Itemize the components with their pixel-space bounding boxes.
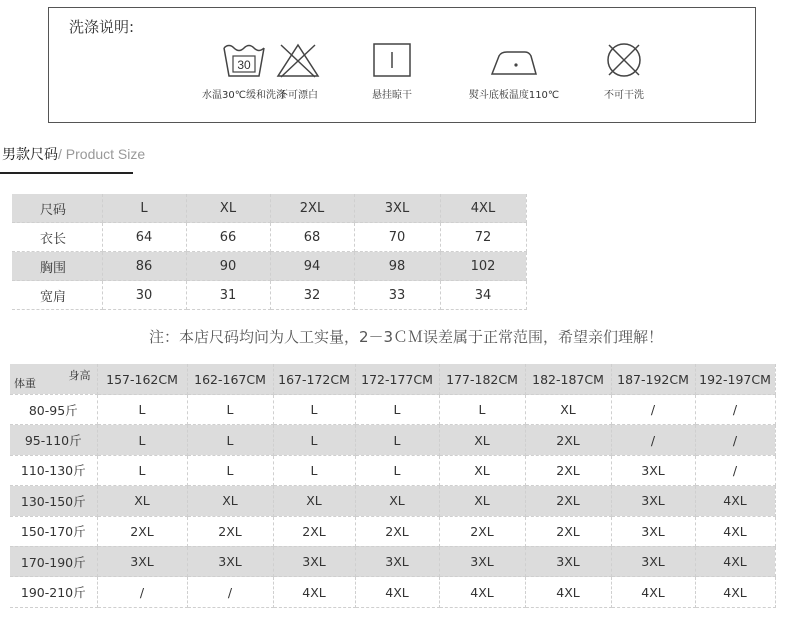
size-recommendation-cell: 3XL xyxy=(97,546,187,576)
size-recommendation-cell: 4XL xyxy=(695,486,775,516)
iron-low-icon xyxy=(489,42,539,78)
size-cell: 胸围 xyxy=(12,252,102,281)
size-cell: 32 xyxy=(270,281,354,310)
size-header-cell: 3XL xyxy=(354,194,440,223)
size-recommendation-cell: 3XL xyxy=(439,546,525,576)
size-recommendation-cell: / xyxy=(695,395,775,425)
size-recommendation-cell: XL xyxy=(439,455,525,485)
size-table-header-row xyxy=(12,194,526,223)
size-header-cell: 2XL xyxy=(270,194,354,223)
size-recommendation-cell: L xyxy=(355,395,439,425)
size-recommendation-cell: XL xyxy=(355,486,439,516)
hang-dry-icon xyxy=(369,42,415,78)
size-recommendation-cell: L xyxy=(187,395,273,425)
size-recommendation-cell: 3XL xyxy=(355,546,439,576)
size-recommendation-cell: XL xyxy=(439,486,525,516)
weight-cell: 190-210斤 xyxy=(10,577,97,607)
size-recommendation-cell: L xyxy=(439,395,525,425)
height-header: 177-182CM xyxy=(439,364,525,395)
weight-cell: 170-190斤 xyxy=(10,546,97,576)
size-recommendation-cell: 2XL xyxy=(525,425,611,455)
size-cell: 66 xyxy=(186,223,270,252)
size-table-row xyxy=(12,252,526,281)
size-table xyxy=(12,194,527,310)
size-cell: 68 xyxy=(270,223,354,252)
size-recommendation-cell: 2XL xyxy=(355,516,439,546)
size-cell: 90 xyxy=(186,252,270,281)
size-header-cell: XL xyxy=(186,194,270,223)
care-label-no-bleach: 不可漂白 xyxy=(278,90,318,101)
care-label-hang-dry: 悬挂晾干 xyxy=(372,90,412,101)
size-recommendation-cell: / xyxy=(611,395,695,425)
section-underline xyxy=(0,172,133,174)
size-recommendation-cell: / xyxy=(187,577,273,607)
size-recommendation-cell: L xyxy=(97,395,187,425)
height-header: 172-177CM xyxy=(355,364,439,395)
size-recommendation-cell: 4XL xyxy=(525,577,611,607)
rec-table-row xyxy=(10,577,775,607)
size-recommendation-cell: 4XL xyxy=(695,546,775,576)
size-recommendation-cell: / xyxy=(97,577,187,607)
rec-header-row xyxy=(10,364,775,395)
corner-height-label: 身高 xyxy=(68,369,91,382)
size-header-cell: L xyxy=(102,194,186,223)
size-recommendation-cell: 4XL xyxy=(439,577,525,607)
rec-table-row xyxy=(10,455,775,485)
size-recommendation-cell: L xyxy=(97,455,187,485)
section-title-cn: 男款尺码 xyxy=(2,147,58,163)
size-recommendation-cell: / xyxy=(695,455,775,485)
size-recommendation-cell: 3XL xyxy=(611,455,695,485)
rec-table-row xyxy=(10,425,775,455)
size-recommendation-cell: 4XL xyxy=(355,577,439,607)
no-bleach-icon xyxy=(275,42,321,78)
size-recommendation-cell: 3XL xyxy=(187,546,273,576)
size-cell: 64 xyxy=(102,223,186,252)
rec-corner-cell xyxy=(10,364,97,395)
size-recommendation-cell: 2XL xyxy=(97,516,187,546)
height-header: 182-187CM xyxy=(525,364,611,395)
size-recommendation-cell: 4XL xyxy=(695,577,775,607)
size-recommendation-cell: 3XL xyxy=(273,546,355,576)
size-recommendation-cell: 2XL xyxy=(273,516,355,546)
size-cell: 34 xyxy=(440,281,526,310)
size-recommendation-cell: 3XL xyxy=(611,516,695,546)
size-cell: 30 xyxy=(102,281,186,310)
size-recommendation-cell: L xyxy=(97,425,187,455)
size-recommendation-cell: / xyxy=(695,425,775,455)
weight-cell: 130-150斤 xyxy=(10,486,97,516)
rec-table-row xyxy=(10,546,775,576)
size-cell: 70 xyxy=(354,223,440,252)
size-recommendation-cell: 4XL xyxy=(695,516,775,546)
care-label-no-dry-clean: 不可干洗 xyxy=(604,90,644,101)
section-title-en: / Product Size xyxy=(58,146,146,162)
height-header: 167-172CM xyxy=(273,364,355,395)
rec-table-row xyxy=(10,395,775,425)
care-item-hang-dry xyxy=(327,42,457,101)
section-title xyxy=(2,144,145,164)
rec-table-row xyxy=(10,486,775,516)
size-recommendation-cell: L xyxy=(273,395,355,425)
size-cell: 33 xyxy=(354,281,440,310)
care-label-iron: 熨斗底板温度110℃ xyxy=(468,90,560,101)
weight-cell: 150-170斤 xyxy=(10,516,97,546)
corner-weight-label: 体重 xyxy=(14,377,36,390)
size-recommendation-cell: XL xyxy=(97,486,187,516)
size-cell: 衣长 xyxy=(12,223,102,252)
size-recommendation-cell: XL xyxy=(525,395,611,425)
size-recommendation-cell: 4XL xyxy=(611,577,695,607)
size-recommendation-cell: XL xyxy=(187,486,273,516)
size-recommendation-cell: L xyxy=(187,425,273,455)
size-recommendation-cell: 2XL xyxy=(525,455,611,485)
size-recommendation-cell: 3XL xyxy=(525,546,611,576)
height-header: 157-162CM xyxy=(97,364,187,395)
size-recommendation-cell: L xyxy=(355,455,439,485)
size-recommendation-cell: / xyxy=(611,425,695,455)
size-recommendation-cell: 2XL xyxy=(439,516,525,546)
size-cell: 72 xyxy=(440,223,526,252)
care-label-wash: 水温30℃缓和洗涤 xyxy=(202,90,286,101)
weight-cell: 95-110斤 xyxy=(10,425,97,455)
rec-table-body xyxy=(10,395,775,608)
size-table-row xyxy=(12,281,526,310)
size-cell: 102 xyxy=(440,252,526,281)
rec-table-row xyxy=(10,516,775,546)
wash-temp-number: 30 xyxy=(237,58,251,72)
size-recommendation-cell: L xyxy=(355,425,439,455)
size-recommendation-cell: 3XL xyxy=(611,486,695,516)
size-recommendation-cell: 2XL xyxy=(525,516,611,546)
height-header: 187-192CM xyxy=(611,364,695,395)
size-recommendation-cell: 2XL xyxy=(187,516,273,546)
size-recommendation-cell: XL xyxy=(439,425,525,455)
size-header-cell: 尺码 xyxy=(12,194,102,223)
care-instructions-box xyxy=(48,7,756,123)
size-header-cell: 4XL xyxy=(440,194,526,223)
size-recommendation-cell: 4XL xyxy=(273,577,355,607)
size-cell: 宽肩 xyxy=(12,281,102,310)
size-note: 注：本店尺码均问为人工实量，2－3ＣＭ误差属于正常范围，希望亲们理解！ xyxy=(148,328,664,346)
size-table-row xyxy=(12,223,526,252)
size-recommendation-cell: L xyxy=(187,455,273,485)
no-dry-clean-icon xyxy=(601,42,647,78)
size-recommendation-cell: 2XL xyxy=(525,486,611,516)
care-title: 洗涤说明: xyxy=(69,18,135,36)
recommendation-table xyxy=(10,364,776,608)
size-recommendation-cell: 3XL xyxy=(611,546,695,576)
weight-cell: 80-95斤 xyxy=(10,395,97,425)
size-cell: 31 xyxy=(186,281,270,310)
size-cell: 98 xyxy=(354,252,440,281)
care-item-no-dry-clean xyxy=(559,42,689,101)
weight-cell: 110-130斤 xyxy=(10,455,97,485)
size-recommendation-cell: L xyxy=(273,425,355,455)
size-recommendation-cell: L xyxy=(273,455,355,485)
height-header: 162-167CM xyxy=(187,364,273,395)
size-recommendation-cell: XL xyxy=(273,486,355,516)
size-cell: 94 xyxy=(270,252,354,281)
height-header: 192-197CM xyxy=(695,364,775,395)
size-cell: 86 xyxy=(102,252,186,281)
